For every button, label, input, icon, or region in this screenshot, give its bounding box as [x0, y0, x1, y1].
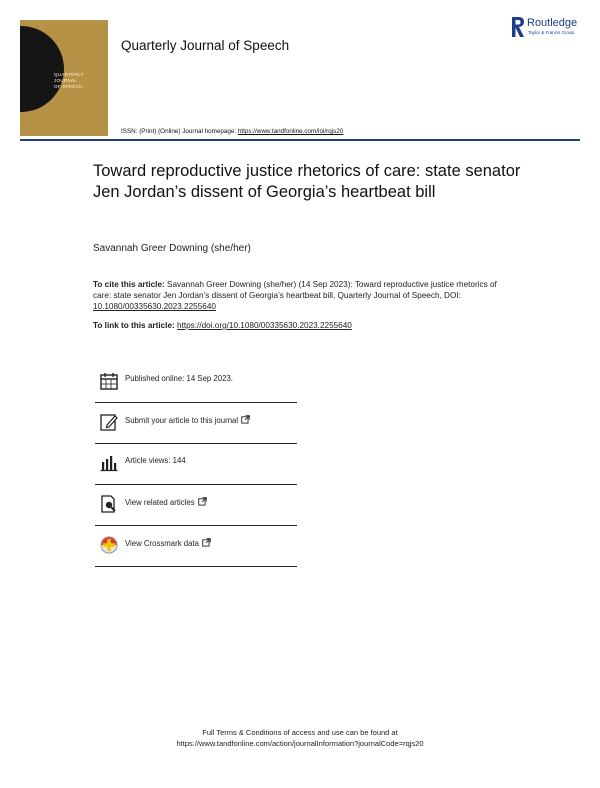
related-articles-link[interactable]: View related articles: [125, 497, 207, 507]
footer: [0, 727, 600, 749]
citation-text: Savannah Greer Downing (she/her) (14 Sep 2023): Toward reproductive justice rhetorics of care: state senator Jen Jordan’s dissent of Georgia’s heartbeat bill, Quarterly Journal of Speech, DOI:: [93, 280, 497, 300]
publisher-tagline: Taylor & Francis Group: [528, 30, 575, 35]
external-link-icon: [198, 497, 207, 506]
article-views-row: [95, 444, 297, 485]
article-views-text: Article views: 144: [125, 456, 186, 465]
publisher-name: Routledge: [527, 17, 578, 29]
search-document-icon: [99, 494, 119, 514]
doi-link[interactable]: 10.1080/00335630.2023.2255640: [93, 302, 216, 311]
crossmark-icon: [99, 535, 119, 555]
cover-text: QUARTERLY JOURNAL OF SPEECH: [54, 72, 84, 89]
routledge-r-icon: [510, 16, 526, 38]
submit-article-link[interactable]: Submit your article to this journal: [125, 415, 250, 425]
journal-cover: [20, 20, 108, 136]
bar-chart-icon: [99, 453, 119, 473]
crossmark-link[interactable]: View Crossmark data: [125, 538, 211, 548]
footer-terms: Full Terms & Conditions of access and use can be found at: [202, 728, 398, 737]
issn-line: [121, 128, 343, 135]
edit-icon: [99, 412, 119, 432]
footer-url[interactable]: https://www.tandfonline.com/action/journalInformation?journalCode=rqjs20: [176, 739, 424, 748]
article-link-line: [93, 321, 352, 330]
calendar-icon: [99, 371, 119, 391]
link-label: To link to this article:: [93, 321, 175, 330]
author-name: Savannah Greer Downing (she/her): [93, 243, 251, 254]
external-link-icon: [202, 538, 211, 547]
article-title: Toward reproductive justice rhetorics of care: state senator Jen Jordan’s dissent of Georgia’s heartbeat bill: [93, 162, 521, 201]
external-link-icon: [241, 415, 250, 424]
citation-label: To cite this article:: [93, 280, 165, 289]
published-online-text: Published online: 14 Sep 2023.: [125, 374, 233, 383]
article-url-link[interactable]: https://doi.org/10.1080/00335630.2023.2255640: [177, 321, 352, 330]
journal-homepage-link[interactable]: https://www.tandfonline.com/loi/rqjs20: [237, 128, 344, 135]
cover-disc: [20, 26, 64, 112]
submit-article-row[interactable]: [95, 403, 297, 444]
related-articles-row[interactable]: [95, 485, 297, 526]
citation: [93, 279, 513, 312]
journal-name[interactable]: Quarterly Journal of Speech: [121, 38, 290, 53]
crossmark-row[interactable]: [95, 526, 297, 567]
issn-label: ISSN: (Print) (Online) Journal homepage:: [121, 128, 237, 135]
published-online-row: [95, 362, 297, 403]
header-rule: [20, 139, 580, 141]
article-links-panel: [95, 362, 297, 567]
